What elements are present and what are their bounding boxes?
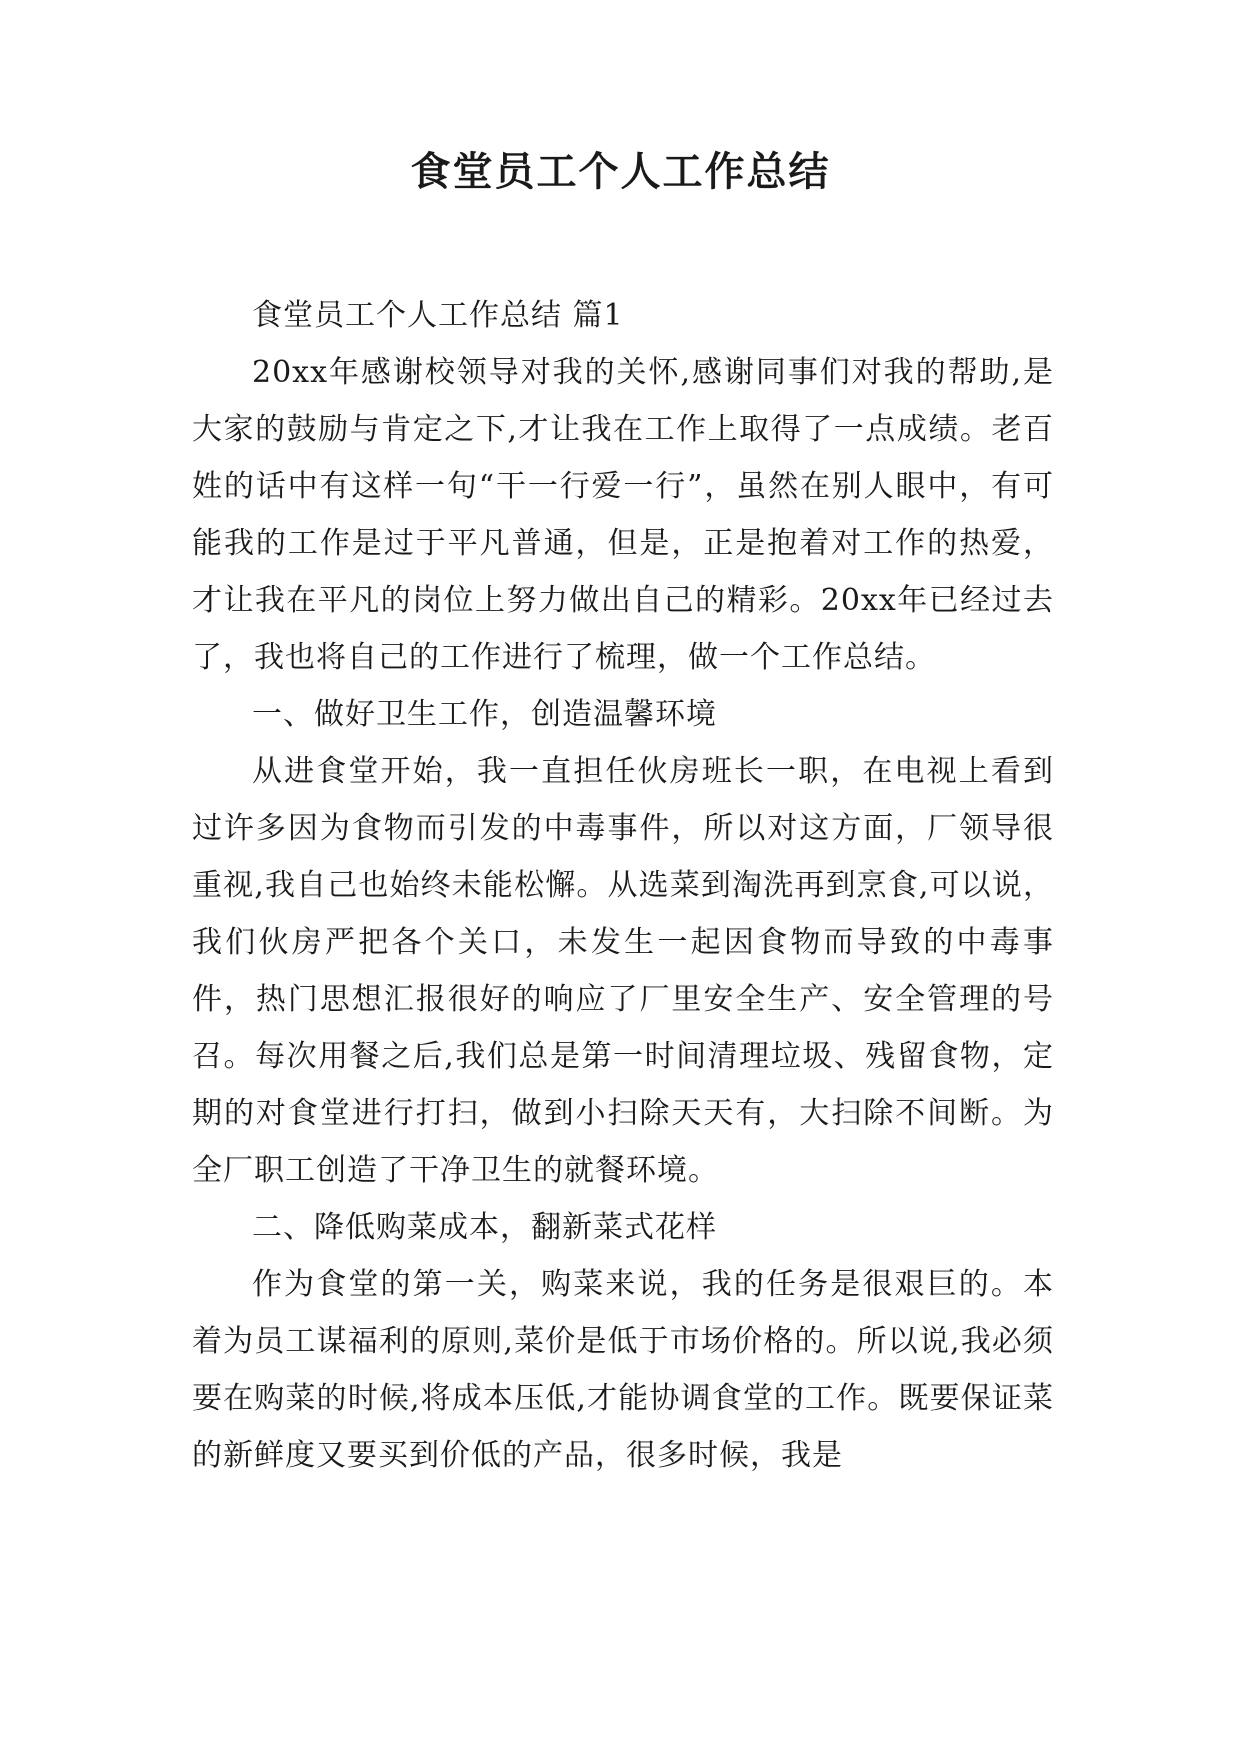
paragraph: 从进食堂开始，我一直担任伙房班长一职，在电视上看到过许多因为食物而引发的中毒事件，所以对这方面，厂领导很重视,我自己也始终未能松懈。从选菜到淘洗再到烹食,可以说，我们伙房严把各个关口，未发生一起因食物而导致的中毒事件，热门思想汇报很好的响应了厂里安全生产、安全管理的号召。每次用餐之后,我们总是第一时间清理垃圾、残留食物，定期的对食堂进行打扫，做到小扫除天天有，大扫除不间断。为全厂职工创造了干净卫生的就餐环境。 [192, 754, 1054, 1188]
document-body [192, 287, 1054, 1484]
section-heading: 食堂员工个人工作总结 篇1 [252, 298, 624, 333]
paragraph: 20xx年感谢校领导对我的关怀,感谢同事们对我的帮助,是大家的鼓励与肯定之下,才让我在工作上取得了一点成绩。老百姓的话中有这样一句“干一行爱一行”，虽然在别人眼中，有可能我的工作是过于平凡普通，但是，正是抱着对工作的热爱，才让我在平凡的岗位上努力做出自己的精彩。20xx年已经过去了，我也将自己的工作进行了梳理，做一个工作总结。 [192, 355, 1054, 675]
document-title: 食堂员工个人工作总结 [410, 148, 831, 195]
section-heading: 一、做好卫生工作，创造温馨环境 [252, 697, 717, 732]
paragraph: 作为食堂的第一关，购菜来说，我的任务是很艰巨的。本着为员工谋福利的原则,菜价是低于市场价格的。所以说,我必须要在购菜的时候,将成本压低,才能协调食堂的工作。既要保证菜的新鲜度又要买到价低的产品，很多时候，我是 [192, 1267, 1054, 1473]
section-heading: 二、降低购菜成本，翻新菜式花样 [252, 1210, 717, 1245]
